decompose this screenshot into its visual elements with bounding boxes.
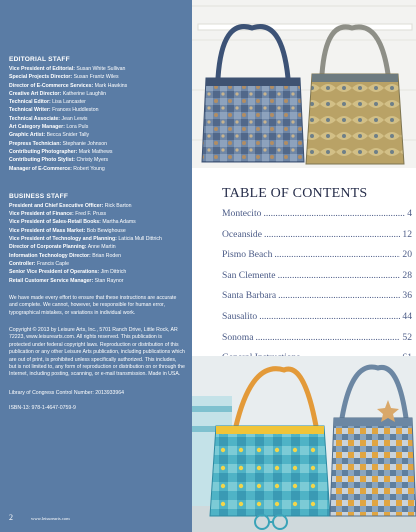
staff-name: Jean Lewis [61,115,88,122]
toc-leader-dots [274,249,400,260]
toc-entry-label: Sausalito [222,310,258,322]
staff-name: Mark Mathews [78,148,113,155]
toc-entry-oceanside[interactable] [222,229,412,250]
toc-entry-label: Oceanside [222,228,262,240]
staff-role: Senior Vice President of Operations: [9,269,100,276]
staff-name: Mark Hawkins [94,82,128,89]
staff-row [9,98,184,106]
staff-row [9,156,184,164]
toc-leader-dots [264,229,400,240]
staff-name: Fred F. Pruss [75,211,107,218]
toc-entry-label: Montecito [222,208,262,219]
staff-name: Becca Snider Tally [46,132,90,139]
staff-row [9,260,184,268]
staff-name: Frances Huddleston [52,107,99,114]
staff-role: Director of Corporate Planning: [9,244,87,251]
staff-role: Contributing Photo Stylist: [9,157,75,164]
staff-name: Anne Martin [87,244,116,251]
staff-name: Bob Bewighouse [86,227,126,234]
staff-role: Controller: [9,260,36,267]
toc-title: TABLE OF CONTENTS [222,186,368,201]
staff-role: Technical Editor: [9,99,51,106]
staff-role: Prepress Technician: [9,140,62,147]
staff-row [9,123,184,131]
toc-leader-dots [278,270,401,281]
toc-entry-page: 12 [402,228,412,240]
toc-leader-dots [278,290,400,301]
toc-leader-dots [259,311,400,322]
staff-role: Vice President of Editorial: [9,66,75,72]
isbn: ISBN-13: 978-1-4647-0759-9 [9,405,76,412]
staff-role: Graphic Artist: [9,132,46,139]
totes-illustration [192,0,416,168]
staff-row [9,243,184,251]
staff-row [9,227,184,235]
toc-leader-dots [263,208,405,219]
toc-entry-page: 28 [402,269,412,281]
staff-role: Contributing Photographer: [9,148,78,155]
staff-name: Stan Raynor [94,277,124,284]
staff-row [9,65,184,73]
staff-role: Manager of E-Commerce: [9,165,72,172]
staff-row [9,277,184,285]
staff-role: Technical Writer: [9,107,51,114]
staff-role: Vice President of Sales-Retail Books: [9,219,101,226]
staff-name: Francis Caple [36,260,69,267]
staff-row [9,131,184,139]
staff-row [9,218,184,226]
staff-row [9,115,184,123]
staff-name: Rick Barton [104,202,132,209]
website: www.leisurearts.com [31,516,70,521]
library-of-congress-number: Library of Congress Control Number: 2013933964 [9,389,125,396]
toc-entry-label: Santa Barbara [222,290,277,302]
staff-role: President and Chief Executive Officer: [9,202,104,209]
staff-row [9,140,184,148]
section-spacer [9,173,184,193]
staff-name: Martha Adams [102,219,136,226]
page-number: 2 [9,513,13,522]
toc-entry-page: 36 [402,290,412,302]
staff-row [9,106,184,114]
business-staff-list [9,202,184,285]
staff-row [9,268,184,276]
staff-role: Director of E-Commerce Services: [9,82,94,89]
staff-role: Creative Art Director: [9,90,62,97]
toc-entry-label: San Clemente [222,269,276,281]
staff-role: Vice President of Technology and Planning: [9,236,117,243]
staff-row [9,90,184,98]
business-staff-title: BUSINESS STAFF [9,192,69,200]
staff-role: Vice President of Finance: [9,211,74,218]
staff-role: Vice President of Mass Market: [9,227,86,234]
toc-entry-sausalito[interactable] [222,311,412,332]
page-footer [9,513,70,522]
photo-totes-table [192,356,416,532]
staff-name: Lisa Lancaster [52,99,86,106]
staff-name: Katherine Laughlin [62,90,106,97]
staff-row [9,73,184,81]
toc-entry-santa-barbara[interactable] [222,290,412,311]
staff-role: Special Projects Director: [9,74,73,81]
staff-row [9,202,184,210]
toc-entry-sonoma[interactable] [222,332,412,353]
staff-name: Jim Dittrich [100,269,127,276]
toc-entry-page: 4 [407,208,412,219]
toc-entry-label: Pismo Beach [222,249,273,261]
toc-entry-page: 20 [402,249,412,261]
staff-name: Susan White Sullivan [76,66,126,72]
staff-row [9,252,184,260]
staff-name: Lora Puls [66,124,89,131]
toc-entry-san-clemente[interactable] [222,270,412,291]
toc-entry-page: 44 [402,310,412,322]
photo-totes-hanging [192,0,416,168]
staff-row [9,165,184,173]
copyright-notice: Copyright © 2013 by Leisure Arts, Inc., 5701 Ranch Drive, Little Rock, AR 72223, www.leisurearts.com. All rights reserved. This publication is protected under federal copyright laws. Reproduction or distribution of this publication or any other Leisure Arts publication, including publications which are out of print, is prohibited unless specifically authorized. This includes, but is not limited to, any form of reproduction or distribution on or through the Internet, including posting, scanning, or e-mail transmission. Made in USA. [9,327,185,378]
staff-row [9,210,184,218]
staff-name: Christy Myers [76,157,109,164]
staff-role: Technical Associate: [9,115,61,122]
toc-leader-dots [255,332,400,343]
staff-name: Stephanie Johnson [62,140,107,147]
staff-name: Brian Roden [92,252,122,259]
staff-name: Susan Frantz Wiles [73,74,119,81]
table-of-contents [222,186,412,373]
staff-row [9,148,184,156]
totes-illustration [192,356,416,532]
toc-entry-montecito[interactable] [222,208,412,229]
staff-row [9,235,184,243]
toc-entry-page: 52 [402,331,412,343]
staff-name: Laticia Mull Dittrich [118,236,162,243]
toc-entry-pismo-beach[interactable] [222,249,412,270]
staff-name: Robert Young [73,165,105,172]
staff-panel [0,0,192,532]
accuracy-notice: We have made every effort to ensure that these instructions are accurate and complete. We cannot, however, be responsible for human error, typographical mistakes, or variations in individual work. [9,294,177,316]
staff-role: Retail Customer Service Manager: [9,277,94,284]
staff-role: Art Category Manager: [9,124,65,131]
editorial-staff-title: EDITORIAL STAFF [9,56,70,63]
staff-row [9,82,184,90]
toc-entry-label: Sonoma [222,331,254,343]
editorial-staff-list [9,65,184,173]
staff-role: Information Technology Director: [9,252,91,259]
